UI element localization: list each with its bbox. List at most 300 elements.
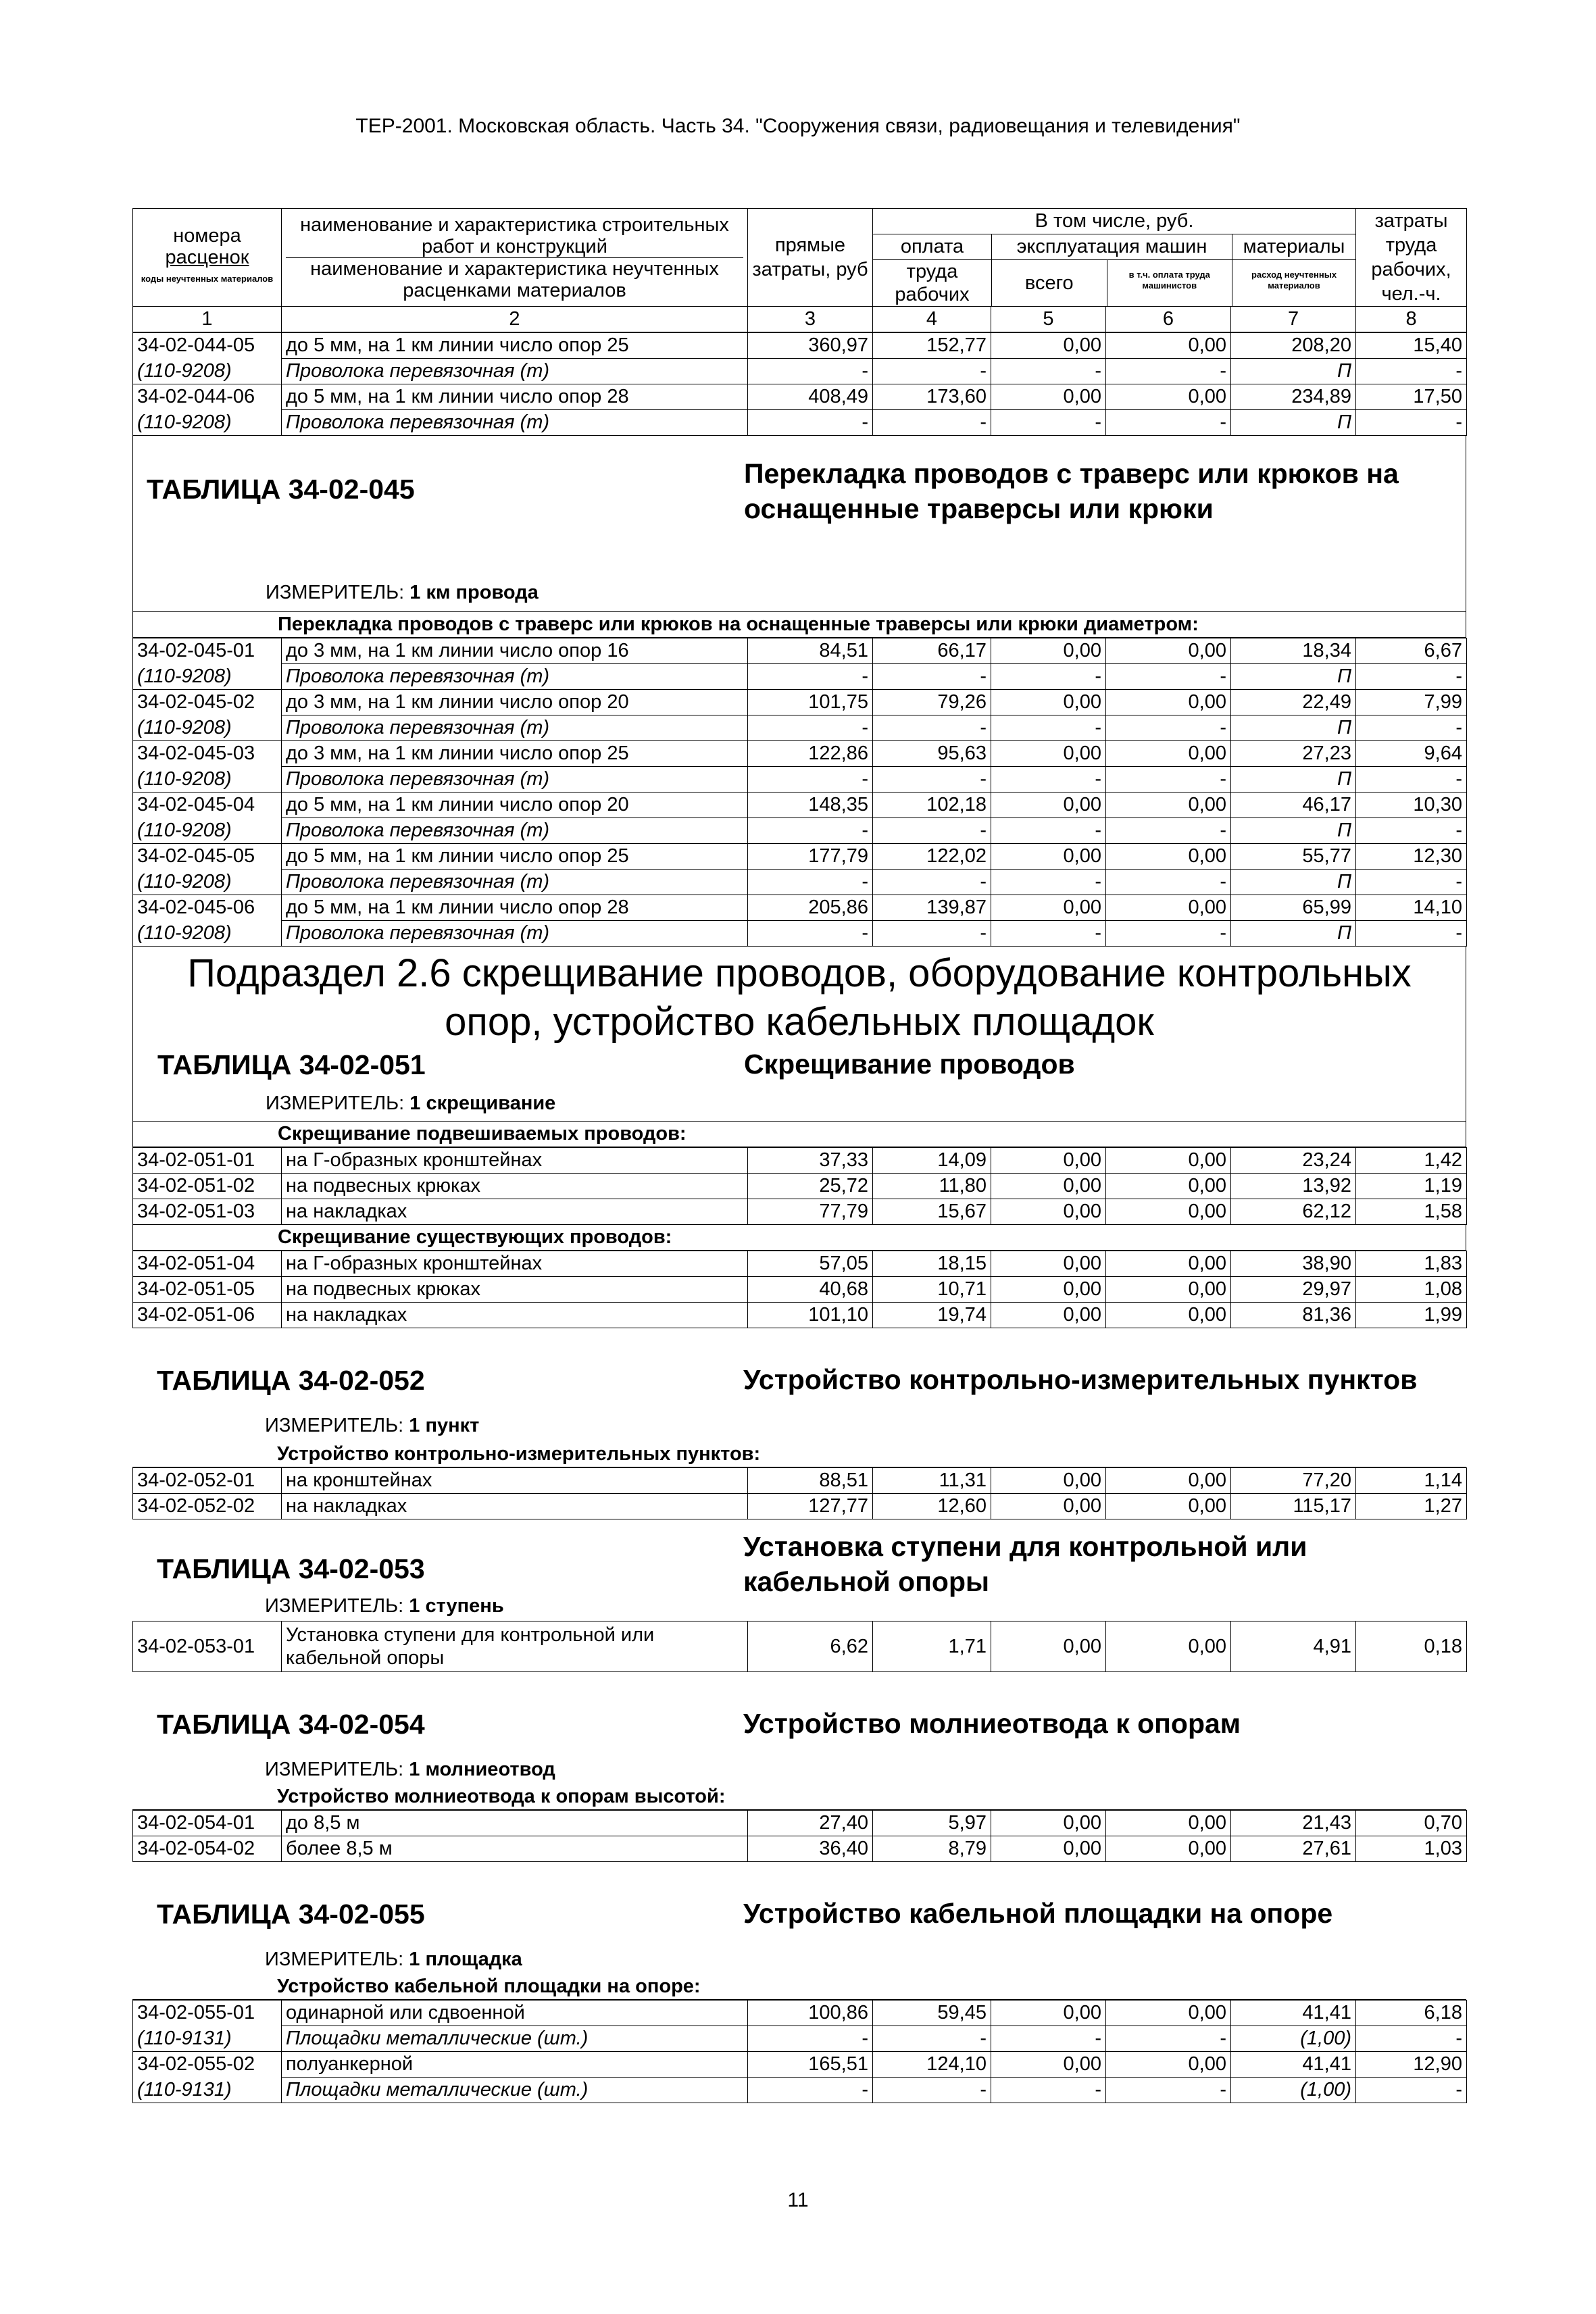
row-value: 0,00 (1106, 2001, 1231, 2026)
row-value: 79,26 (873, 690, 991, 715)
row-value: 0,00 (991, 2001, 1106, 2026)
material-row (133, 921, 1467, 947)
row-value: 11,31 (873, 1468, 991, 1494)
rows-table-054 (132, 1810, 1467, 1862)
table-row (133, 2052, 1467, 2078)
material-value: - (748, 767, 873, 793)
row-value: 15,40 (1356, 333, 1467, 359)
row-name: одинарной или сдвоенной (282, 2001, 748, 2026)
row-value: 205,86 (748, 895, 873, 921)
row-value: 0,70 (1356, 1811, 1467, 1836)
table-row (133, 1468, 1467, 1494)
row-value: 0,00 (1106, 1199, 1231, 1225)
material-value: - (873, 715, 991, 741)
row-value: 25,72 (748, 1174, 873, 1199)
row-value: 0,00 (991, 1174, 1106, 1199)
rows-table-045 (132, 638, 1467, 947)
row-value: 148,35 (748, 793, 873, 818)
row-name: на накладках (282, 1199, 748, 1225)
row-value: 0,00 (991, 690, 1106, 715)
row-value: 37,33 (748, 1148, 873, 1174)
material-name: Площадки металлические (шт.) (282, 2026, 748, 2052)
material-value: П (1231, 410, 1356, 436)
material-value: - (873, 767, 991, 793)
row-value: 1,03 (1356, 1836, 1467, 1862)
row-value: 152,77 (873, 333, 991, 359)
row-value: 0,00 (1106, 741, 1231, 767)
material-name: Проволока перевязочная (т) (282, 715, 748, 741)
row-value: 0,00 (1106, 2052, 1231, 2078)
table-051-heading: ТАБЛИЦА 34-02-051 Скрещивание проводов ИЗМЕРИТЕЛЬ: 1 скрещивание (132, 1047, 1466, 1121)
rows-table-044 (132, 332, 1467, 436)
material-value: - (1356, 870, 1467, 895)
row-value: 0,00 (1106, 793, 1231, 818)
column-numbers: 1 2 3 4 5 6 7 8 (133, 307, 1467, 332)
row-value: 0,00 (1106, 1468, 1231, 1494)
material-row (133, 2078, 1467, 2103)
row-code: 34-02-045-02 (133, 690, 282, 715)
material-value: - (748, 715, 873, 741)
row-value: 38,90 (1231, 1251, 1356, 1277)
material-value: - (1106, 715, 1231, 741)
rows-table-052 (132, 1467, 1467, 1519)
table-054-heading: ТАБЛИЦА 34-02-054 Устройство молниеотвода к опорам ИЗМЕРИТЕЛЬ: 1 молниеотвод (157, 1708, 1241, 1780)
row-value: 41,41 (1231, 2052, 1356, 2078)
row-value: 10,30 (1356, 793, 1467, 818)
row-value: 0,00 (991, 1148, 1106, 1174)
row-value: 17,50 (1356, 384, 1467, 410)
row-name: до 8,5 м (282, 1811, 748, 1836)
material-value: - (991, 410, 1106, 436)
row-value: 65,99 (1231, 895, 1356, 921)
row-value: 0,00 (1106, 1836, 1231, 1862)
row-value: 12,30 (1356, 844, 1467, 870)
material-code: (110-9208) (133, 410, 282, 436)
table-row (133, 2001, 1467, 2026)
row-value: 0,00 (1106, 1148, 1231, 1174)
row-value: 59,45 (873, 2001, 991, 2026)
row-value: 0,00 (1106, 333, 1231, 359)
material-row (133, 818, 1467, 844)
row-value: 0,00 (991, 333, 1106, 359)
row-name: на накладках (282, 1494, 748, 1519)
material-code: (110-9131) (133, 2078, 282, 2103)
col2-header: наименование и характеристика строительных работ и конструкций наименование и характеристика неучтенных расценками материалов (282, 209, 748, 307)
material-value: - (1106, 921, 1231, 947)
row-value: 124,10 (873, 2052, 991, 2078)
material-value: - (991, 715, 1106, 741)
measure-unit: ИЗМЕРИТЕЛЬ: 1 км провода (266, 582, 539, 603)
row-code: 34-02-052-01 (133, 1468, 282, 1494)
table-row (133, 1174, 1467, 1199)
row-name: полуанкерной (282, 2052, 748, 2078)
material-value: (1,00) (1231, 2026, 1356, 2052)
row-value: 5,97 (873, 1811, 991, 1836)
row-name: на кронштейнах (282, 1468, 748, 1494)
row-code: 34-02-045-05 (133, 844, 282, 870)
material-value: - (1356, 767, 1467, 793)
material-name: Проволока перевязочная (т) (282, 410, 748, 436)
material-value: - (748, 2026, 873, 2052)
material-value: П (1231, 767, 1356, 793)
row-value: 15,67 (873, 1199, 991, 1225)
rows-table-051b (132, 1251, 1467, 1328)
table-row (133, 844, 1467, 870)
table-name: ТАБЛИЦА 34-02-045 (147, 474, 415, 505)
material-value: - (873, 2078, 991, 2103)
row-value: 7,99 (1356, 690, 1467, 715)
row-value: 177,79 (748, 844, 873, 870)
row-value: 9,64 (1356, 741, 1467, 767)
row-name: до 3 мм, на 1 км линии число опор 16 (282, 638, 748, 664)
material-code: (110-9208) (133, 921, 282, 947)
row-value: 29,97 (1231, 1277, 1356, 1303)
row-value: 55,77 (1231, 844, 1356, 870)
rows-table-053 (132, 1621, 1467, 1672)
col3-header: прямые затраты, руб (748, 209, 873, 307)
row-value: 0,00 (991, 741, 1106, 767)
row-value: 0,00 (1106, 1303, 1231, 1328)
row-value: 95,63 (873, 741, 991, 767)
row-value: 6,67 (1356, 638, 1467, 664)
material-value: - (1106, 767, 1231, 793)
table-row (133, 1836, 1467, 1862)
material-row (133, 715, 1467, 741)
row-value: 23,24 (1231, 1148, 1356, 1174)
material-value: - (991, 870, 1106, 895)
material-value: - (1356, 715, 1467, 741)
material-value: - (873, 870, 991, 895)
table-row: 34-02-053-01 Установка ступени для контрольной или кабельной опоры 6,62 1,71 0,00 0,00 4,91 0,18 (133, 1621, 1467, 1672)
material-value: - (873, 410, 991, 436)
row-value: 408,49 (748, 384, 873, 410)
row-value: 27,61 (1231, 1836, 1356, 1862)
table-row (133, 690, 1467, 715)
row-value: 122,86 (748, 741, 873, 767)
row-name: на подвесных крюках (282, 1277, 748, 1303)
table-053-heading: ТАБЛИЦА 34-02-053 Установка ступени для контрольной или кабельной опоры ИЗМЕРИТЕЛЬ: 1 ступень (157, 1531, 1307, 1617)
material-value: - (748, 410, 873, 436)
table-title: Перекладка проводов с траверс или крюков на оснащенные траверсы или крюки (744, 458, 1399, 524)
row-value: 27,23 (1231, 741, 1356, 767)
material-value: - (873, 818, 991, 844)
row-value: 1,27 (1356, 1494, 1467, 1519)
row-name: на подвесных крюках (282, 1174, 748, 1199)
row-value: 0,00 (991, 793, 1106, 818)
table-045-heading (132, 436, 1466, 612)
row-value: 8,79 (873, 1836, 991, 1862)
row-value: 77,20 (1231, 1468, 1356, 1494)
row-value: 1,14 (1356, 1468, 1467, 1494)
row-value: 0,00 (991, 1836, 1106, 1862)
material-name: Площадки металлические (шт.) (282, 2078, 748, 2103)
row-name: до 3 мм, на 1 км линии число опор 20 (282, 690, 748, 715)
material-value: - (748, 921, 873, 947)
table-052-heading: ТАБЛИЦА 34-02-052 Устройство контрольно-измерительных пунктов ИЗМЕРИТЕЛЬ: 1 пункт (157, 1364, 1418, 1436)
row-value: 0,00 (1106, 844, 1231, 870)
material-value: - (873, 2026, 991, 2052)
row-value: 0,00 (1106, 690, 1231, 715)
row-value: 0,00 (1106, 895, 1231, 921)
material-code: (110-9208) (133, 870, 282, 895)
row-value: 36,40 (748, 1836, 873, 1862)
row-code: 34-02-051-04 (133, 1251, 282, 1277)
row-name: на накладках (282, 1303, 748, 1328)
row-value: 0,00 (1106, 1494, 1231, 1519)
incl-header: В том числе, руб. оплата труда рабочих эксплуатация машин всего в т.ч. оплата труда машинистов материалы расход неучтенных материалов (873, 209, 1356, 307)
material-value: - (1356, 921, 1467, 947)
row-code: 34-02-045-03 (133, 741, 282, 767)
row-name: более 8,5 м (282, 1836, 748, 1862)
row-value: 84,51 (748, 638, 873, 664)
material-value: - (1106, 359, 1231, 384)
row-value: 0,00 (1106, 638, 1231, 664)
row-value: 0,00 (991, 1251, 1106, 1277)
row-value: 0,00 (1106, 1811, 1231, 1836)
group-row: Перекладка проводов с траверс или крюков на оснащенные траверсы или крюки диаметром: (132, 612, 1466, 638)
row-value: 0,00 (991, 1277, 1106, 1303)
table-row (133, 1251, 1467, 1277)
row-code: 34-02-051-02 (133, 1174, 282, 1199)
material-value: - (1356, 410, 1467, 436)
row-value: 122,02 (873, 844, 991, 870)
material-code: (110-9208) (133, 818, 282, 844)
material-value: - (1106, 818, 1231, 844)
col1-header: номера расценок коды неучтенных материалов (133, 209, 282, 307)
material-value: - (991, 2026, 1106, 2052)
table-row (133, 895, 1467, 921)
row-value: 19,74 (873, 1303, 991, 1328)
table-row (133, 793, 1467, 818)
row-value: 360,97 (748, 333, 873, 359)
row-code: 34-02-051-06 (133, 1303, 282, 1328)
row-value: 14,10 (1356, 895, 1467, 921)
row-value: 22,49 (1231, 690, 1356, 715)
material-row (133, 410, 1467, 436)
row-code: 34-02-055-02 (133, 2052, 282, 2078)
material-value: - (1106, 870, 1231, 895)
material-value: П (1231, 359, 1356, 384)
material-value: - (1106, 2078, 1231, 2103)
row-value: 12,60 (873, 1494, 991, 1519)
row-value: 1,19 (1356, 1174, 1467, 1199)
row-value: 208,20 (1231, 333, 1356, 359)
material-code: (110-9208) (133, 715, 282, 741)
row-value: 81,36 (1231, 1303, 1356, 1328)
row-value: 10,71 (873, 1277, 991, 1303)
row-value: 40,68 (748, 1277, 873, 1303)
row-value: 66,17 (873, 638, 991, 664)
material-value: - (1106, 2026, 1231, 2052)
subsection-title: Подраздел 2.6 скрещивание проводов, оборудование контрольных опор, устройство кабельных площадок (132, 947, 1466, 1047)
page-header: ТЕР-2001. Московская область. Часть 34. "Сооружения связи, радиовещания и телевидения" (355, 115, 1241, 137)
row-value: 1,99 (1356, 1303, 1467, 1328)
row-code: 34-02-044-05 (133, 333, 282, 359)
material-row (133, 767, 1467, 793)
row-value: 0,00 (991, 1199, 1106, 1225)
table-row (133, 1148, 1467, 1174)
row-value: 0,00 (991, 1494, 1106, 1519)
row-value: 0,00 (1106, 384, 1231, 410)
row-code: 34-02-045-06 (133, 895, 282, 921)
row-name: до 5 мм, на 1 км линии число опор 20 (282, 793, 748, 818)
material-code: (110-9208) (133, 767, 282, 793)
column-header (132, 208, 1467, 332)
material-value: - (991, 2078, 1106, 2103)
material-value: П (1231, 921, 1356, 947)
row-code: 34-02-044-06 (133, 384, 282, 410)
material-value: - (991, 921, 1106, 947)
material-value: - (991, 359, 1106, 384)
table-row (133, 1199, 1467, 1225)
row-name: на Г-образных кронштейнах (282, 1148, 748, 1174)
material-row (133, 664, 1467, 690)
material-value: - (1106, 664, 1231, 690)
row-value: 173,60 (873, 384, 991, 410)
row-value: 115,17 (1231, 1494, 1356, 1519)
material-value: - (1106, 410, 1231, 436)
material-value: - (748, 870, 873, 895)
table-row (133, 1494, 1467, 1519)
row-value: 165,51 (748, 2052, 873, 2078)
row-value: 21,43 (1231, 1811, 1356, 1836)
material-value: - (991, 818, 1106, 844)
row-name: до 5 мм, на 1 км линии число опор 25 (282, 333, 748, 359)
row-value: 41,41 (1231, 2001, 1356, 2026)
row-value: 27,40 (748, 1811, 873, 1836)
document-content: номера расценок коды неучтенных материалов наименование и характеристика строительных работ и конструкций наименование и характеристика неучтенных расценками материалов прямые затраты, руб В том числе, руб. оплата труда рабочих эксплуатация машин всего в т.ч. оплата труда машинистов материалы расход неучтенных материалов затраты труда рабочих, чел.-ч. 1 2 3 4 5 6 7 8 34-02-044-05 до 5 мм, на 1 км линии число опор 25 360,97 152,77 0,00 0,00 208,20 15,40 (110-9208) Проволока перевязочная (т) - - - - П - 34-02-044-06 до 5 мм, на 1 км линии число опор 28 408,49 173,60 0,00 0,00 234,89 17,50 (110-9208) Проволока перевязочная (т) - - - - П - ТАБЛИЦА 34-02-045 Перекладка проводов с траверс или крюков на оснащенные траверсы или крюки ИЗМЕРИТЕЛЬ: 1 км провода Перекладка проводов с траверс или крюков на оснащенные траверсы или крюки диаметром: 34-02-045-01 до 3 мм, на 1 км линии число опор 16 84,51 66,17 0,00 0,00 18,34 6,67 (110-9208) Проволока перевязочная (т) - - - - П - 34-02-045-02 до 3 мм, на 1 км линии число опор 20 101,75 79,26 0,00 0,00 22,49 7,99 (110-9208) Проволока перевязочная (т) - - - - П - 34-02-045-03 до 3 мм, на 1 км линии число опор 25 122,86 95,63 0,00 0,00 27,23 9,64 (110-9208) Проволока перевязочная (т) - - - - П - 34-02-045-04 до 5 мм, на 1 км линии число опор 20 148,35 102,18 0,00 0,00 46,17 10,30 (110-9208) Проволока перевязочная (т) - - - - П - 34-02-045-05 до 5 мм, на 1 км линии число опор 25 177,79 122,02 0,00 0,00 55,77 12,30 (110-9208) Проволока перевязочная (т) - - - - П - 34-02-045-06 до 5 мм, на 1 км линии число опор 28 205,86 139,87 0,00 0,00 65,99 14,10 (110-9208) Проволока перевязочная (т) - - - - П - Подраздел 2.6 скрещивание проводов, оборудование контрольных опор, устройство кабельных площадок ТАБЛИЦА 34-02-051 Скрещивание проводов ИЗМЕРИТЕЛЬ: 1 скрещивание Скрещивание подвешиваемых проводов: 34-02-051-01 на Г-образных кронштейнах 37,33 14,09 0,00 0,00 23,24 1,42 34-02-051-02 на подвесных крюках 25,72 11,80 0,00 0,00 13,92 1,19 34-02-051-03 на накладках 77,79 15,67 0,00 0,00 62,12 1,58 Скрещивание существующих проводов: 34-02-051-04 на Г-образных кронштейнах 57,05 18,15 0,00 0,00 38,90 1,83 34-02-051-05 на подвесных крюках 40,68 10,71 0,00 0,00 29,97 1,08 34-02-051-06 на накладках 101,10 19,74 0,00 0,00 81,36 1,99 ТАБЛИЦА 34-02-052 Устройство контрольно-измерительных пунктов ИЗМЕРИТЕЛЬ: 1 пункт Устройство контрольно-измерительных пунктов: 34-02-052-01 на кронштейнах 88,51 11,31 0,00 0,00 77,20 1,14 34-02-052-02 на накладках 127,77 12,60 0,00 0,00 115,17 1,27 ТАБЛИЦА 34-02-053 Установка ступени для контрольной или кабельной опоры ИЗМЕРИТЕЛЬ: 1 ступень 34-02-053-01 Установка ступени для контрольной или кабельной опоры 6,62 1,71 0,00 0,00 4,91 0,18 ТАБЛИЦА 34-02-054 Устройство молниеотвода к опорам ИЗМЕРИТЕЛЬ: 1 молниеотвод Устройство молниеотвода к опорам высотой: 34-02-054-01 до 8,5 м 27,40 5,97 0,00 0,00 21,43 0,70 34-02-054-02 более 8,5 м 36,40 8,79 0,00 0,00 27,61 1,03 ТАБЛИЦА 34-02-055 Устройство кабельной площадки на опоре ИЗМЕРИТЕЛЬ: 1 площадка Устройство кабельной площадки на опоре: 34-02-055-01 одинарной или сдвоенной 100,86 59,45 0,00 0,00 41,41 6,18 (110-9131) Площадки металлические (шт.) - - - - (1,00) - 34-02-055-02 полуанкерной 165,51 124,10 0,00 0,00 41,41 12,90 (110-9131) Площадки металлические (шт.) - - - - (1,00) - (132, 208, 1466, 2103)
row-value: 101,10 (748, 1303, 873, 1328)
row-value: 57,05 (748, 1251, 873, 1277)
material-value: П (1231, 870, 1356, 895)
row-value: 14,09 (873, 1148, 991, 1174)
row-value: 1,42 (1356, 1148, 1467, 1174)
row-value: 0,00 (991, 2052, 1106, 2078)
material-value: - (748, 359, 873, 384)
row-value: 12,90 (1356, 2052, 1467, 2078)
row-value: 0,00 (991, 895, 1106, 921)
material-row (133, 359, 1467, 384)
material-value: - (748, 664, 873, 690)
material-name: Проволока перевязочная (т) (282, 664, 748, 690)
material-value: - (873, 664, 991, 690)
col8-header: затраты труда рабочих, чел.-ч. (1356, 209, 1467, 307)
table-row (133, 333, 1467, 359)
material-value: - (1356, 359, 1467, 384)
table-055-heading: ТАБЛИЦА 34-02-055 Устройство кабельной площадки на опоре ИЗМЕРИТЕЛЬ: 1 площадка (157, 1898, 1333, 1970)
table-row (133, 638, 1467, 664)
row-value: 18,15 (873, 1251, 991, 1277)
rows-table-051a (132, 1147, 1467, 1225)
material-value: П (1231, 715, 1356, 741)
material-code: (110-9208) (133, 664, 282, 690)
material-name: Проволока перевязочная (т) (282, 767, 748, 793)
material-value: - (1356, 664, 1467, 690)
row-value: 100,86 (748, 2001, 873, 2026)
row-value: 101,75 (748, 690, 873, 715)
page-number: 11 (787, 2189, 809, 2211)
table-row (133, 741, 1467, 767)
table-row (133, 1811, 1467, 1836)
row-code: 34-02-051-03 (133, 1199, 282, 1225)
material-value: - (748, 818, 873, 844)
row-value: 46,17 (1231, 793, 1356, 818)
row-name: до 5 мм, на 1 км линии число опор 25 (282, 844, 748, 870)
row-value: 13,92 (1231, 1174, 1356, 1199)
row-name: до 5 мм, на 1 км линии число опор 28 (282, 384, 748, 410)
row-code: 34-02-054-01 (133, 1811, 282, 1836)
row-value: 1,83 (1356, 1251, 1467, 1277)
row-name: на Г-образных кронштейнах (282, 1251, 748, 1277)
row-code: 34-02-045-04 (133, 793, 282, 818)
row-value: 0,00 (1106, 1277, 1231, 1303)
table-row (133, 384, 1467, 410)
material-name: Проволока перевязочная (т) (282, 359, 748, 384)
row-value: 88,51 (748, 1468, 873, 1494)
row-value: 0,00 (1106, 1251, 1231, 1277)
material-row (133, 870, 1467, 895)
material-value: - (991, 664, 1106, 690)
row-code: 34-02-051-01 (133, 1148, 282, 1174)
row-value: 234,89 (1231, 384, 1356, 410)
row-value: 0,00 (991, 384, 1106, 410)
row-name: до 3 мм, на 1 км линии число опор 25 (282, 741, 748, 767)
row-value: 6,18 (1356, 2001, 1467, 2026)
row-value: 77,79 (748, 1199, 873, 1225)
material-name: Проволока перевязочная (т) (282, 921, 748, 947)
row-code: 34-02-051-05 (133, 1277, 282, 1303)
material-value: - (1356, 2078, 1467, 2103)
row-value: 0,00 (1106, 1174, 1231, 1199)
row-value: 127,77 (748, 1494, 873, 1519)
row-value: 1,08 (1356, 1277, 1467, 1303)
table-row (133, 1303, 1467, 1328)
material-value: - (873, 921, 991, 947)
material-value: - (1356, 2026, 1467, 2052)
row-value: 0,00 (991, 844, 1106, 870)
row-name: до 5 мм, на 1 км линии число опор 28 (282, 895, 748, 921)
row-value: 139,87 (873, 895, 991, 921)
row-value: 1,58 (1356, 1199, 1467, 1225)
material-value: - (873, 359, 991, 384)
row-code: 34-02-052-02 (133, 1494, 282, 1519)
material-value: П (1231, 818, 1356, 844)
material-code: (110-9131) (133, 2026, 282, 2052)
material-value: - (991, 767, 1106, 793)
row-value: 0,00 (991, 638, 1106, 664)
material-value: (1,00) (1231, 2078, 1356, 2103)
material-code: (110-9208) (133, 359, 282, 384)
row-value: 18,34 (1231, 638, 1356, 664)
material-row (133, 2026, 1467, 2052)
material-name: Проволока перевязочная (т) (282, 818, 748, 844)
table-row (133, 1277, 1467, 1303)
material-name: Проволока перевязочная (т) (282, 870, 748, 895)
row-value: 102,18 (873, 793, 991, 818)
row-code: 34-02-054-02 (133, 1836, 282, 1862)
row-value: 0,00 (991, 1811, 1106, 1836)
row-value: 62,12 (1231, 1199, 1356, 1225)
row-value: 11,80 (873, 1174, 991, 1199)
material-value: П (1231, 664, 1356, 690)
material-value: - (1356, 818, 1467, 844)
row-value: 0,00 (991, 1468, 1106, 1494)
row-code: 34-02-045-01 (133, 638, 282, 664)
row-value: 0,00 (991, 1303, 1106, 1328)
material-value: - (748, 2078, 873, 2103)
rows-table-055 (132, 2000, 1467, 2103)
row-code: 34-02-055-01 (133, 2001, 282, 2026)
